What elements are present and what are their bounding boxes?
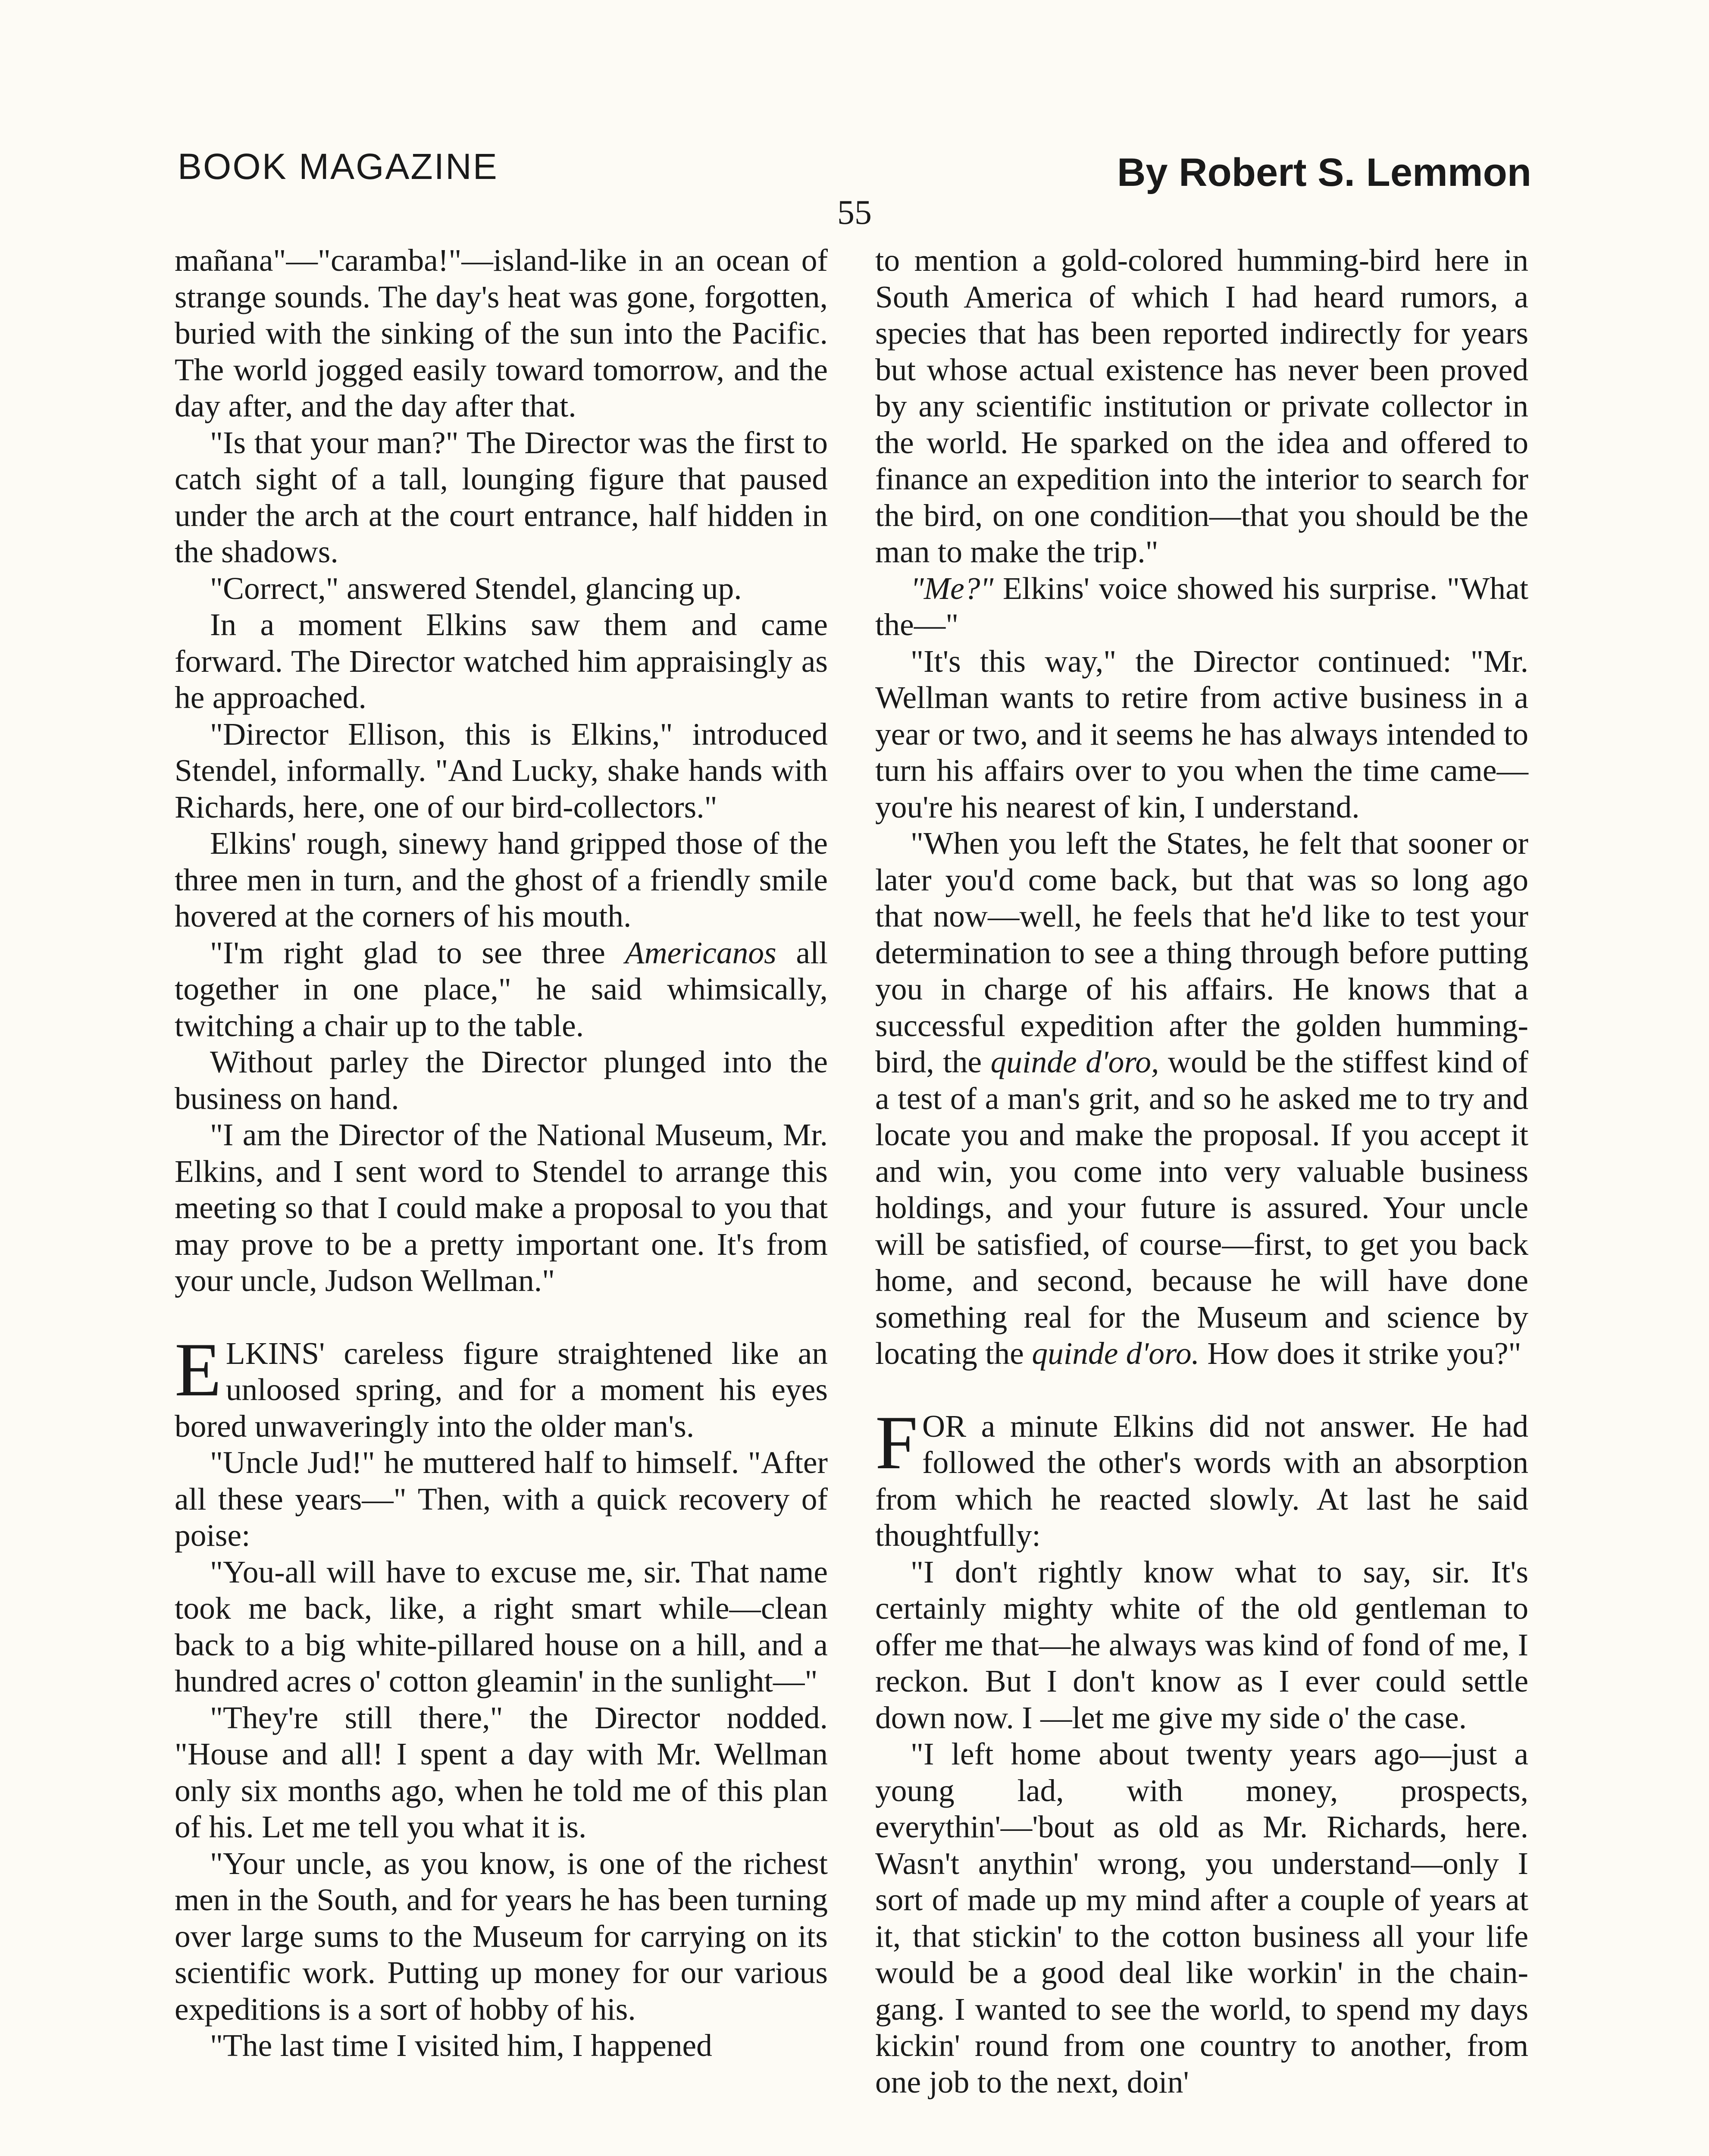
paragraph: "Uncle Jud!" he muttered half to himself. "After all these years—" Then, with a quick recovery of poise: bbox=[175, 1445, 828, 1553]
text-run: "I'm right glad to see three bbox=[210, 935, 625, 970]
section-paragraph bbox=[175, 1326, 828, 1445]
paragraph: Without parley the Director plunged into the business on hand. bbox=[175, 1044, 828, 1116]
paragraph: "Director Ellison, this is Elkins," introduced Stendel, informally. "And Lucky, shake hands with Richards, here, one of our bird-collectors." bbox=[175, 716, 828, 824]
page-number: 55 bbox=[837, 194, 872, 232]
emphasis: quinde d'oro. bbox=[1032, 1336, 1199, 1371]
text-run: would be the stiffest kind of a test of a man's grit, and so he asked me to try and locate you and make the proposal. If you accept it and win, you come into very valuable business holdings, and your future is assured. Your uncle will be satisfied, of course—first, to get you back home, and second, because he will have done something real for the Museum and science by locating the bbox=[875, 1044, 1528, 1371]
section-paragraph bbox=[875, 1399, 1528, 1554]
magazine-title: BOOK MAGAZINE bbox=[178, 146, 498, 187]
emphasis: quinde d'oro, bbox=[990, 1044, 1159, 1079]
author-byline: By Robert S. Lemmon bbox=[1117, 150, 1531, 194]
drop-cap: F bbox=[875, 1399, 918, 1485]
paragraph: "Your uncle, as you know, is one of the richest men in the South, and for years he has been turning over large sums to the Museum for carrying on its scientific work. Putting up money for our various expeditions is a sort of hobby of his. bbox=[175, 1846, 828, 2027]
text-run: "When you left the States, he felt that sooner or later you'd come back, but that was so long ago that now—well, he feels that he'd like to test your determination to see a thing through before putting you in charge of his affairs. He knows that a successful expedition after the golden humming-bird, the bbox=[875, 826, 1528, 1079]
paragraph bbox=[175, 242, 828, 425]
paragraph: "Is that your man?" The Director was the first to catch sight of a tall, lounging figure that paused under the arch at the court entrance, half hidden in the shadows. bbox=[175, 425, 828, 569]
paragraph: "Correct," answered Stendel, glancing up. bbox=[210, 570, 742, 606]
emphasis: Americanos bbox=[625, 935, 776, 970]
paragraph-text: mañana"—"caramba!"—island-like in an ocean of strange sounds. The day's heat was gone, forgotten, buried with the sinking of the sun into the Pacific. The world jogged easily toward tomorrow, and the day after, and the day after that. bbox=[175, 243, 828, 423]
text-run: LKINS' careless figure straightened like an unloosed spring, and for a moment his eyes bored unwaveringly into the older man's. bbox=[175, 1335, 828, 1444]
paragraph: "I left home about twenty years ago—just a young lad, with money, prospects, everythin'—'bout as old as Mr. Richards, here. Wasn't anythin' wrong, you understand—only I sort of made up my mind after a couple of years at it, that stickin' to the cotton business all your life would be a good deal like workin' in the chain-gang. I wanted to see the world, to spend my days kickin' round from one country to another, from one job to the next, doin' bbox=[875, 1736, 1528, 2100]
text-run: How does it strike you?" bbox=[1199, 1336, 1521, 1371]
emphasis: "Me?" bbox=[911, 570, 994, 606]
paragraph: to mention a gold-colored humming-bird here in South America of which I had heard rumors, a species that has been reported indirectly for years but whose actual existence has never been proved by any scientific institution or private collector in the world. He sparked on the idea and offered to finance an expedition into the interior to search for the bird, on one condition—that you should be the man to make the trip." bbox=[875, 243, 1528, 569]
text-run: all together in one place," he said whimsically, twitching a chair up to the table. bbox=[175, 935, 828, 1043]
left-column bbox=[175, 242, 828, 2064]
text-run: Elkins' voice showed his surprise. "What the—" bbox=[875, 570, 1528, 642]
paragraph: "The last time I visited him, I happened bbox=[210, 2028, 712, 2063]
paragraph: "You-all will have to excuse me, sir. That name took me back, like, a right smart while—clean back to a big white-pillared house on a hill, and a hundred acres o' cotton gleamin' in the sunlight—" bbox=[175, 1554, 828, 1698]
paragraph: "They're still there," the Director nodded. "House and all! I spent a day with Mr. Wellman only six months ago, when he told me of this plan of his. Let me tell you what it is. bbox=[175, 1700, 828, 1844]
paragraph: "I don't rightly know what to say, sir. It's certainly mighty white of the old gentleman to offer me that—he always was kind of fond of me, I reckon. But I don't know as I ever could settle down now. I —let me give my side o' the case. bbox=[875, 1554, 1528, 1735]
paragraph bbox=[875, 825, 1528, 1372]
paragraph: "I am the Director of the National Museum, Mr. Elkins, and I sent word to Stendel to arrange this meeting so that I could make a proposal to you that may prove to be a pretty important one. It's from your uncle, Judson Wellman." bbox=[175, 1117, 828, 1298]
paragraph bbox=[875, 570, 1528, 643]
paragraph: Elkins' rough, sinewy hand gripped those of the three men in turn, and the ghost of a friendly smile hovered at the corners of his mouth. bbox=[175, 826, 828, 934]
right-column bbox=[875, 242, 1528, 2100]
text-run: OR a minute Elkins did not answer. He had followed the other's words with an absorption from which he reacted slowly. At last he said thoughtfully: bbox=[875, 1408, 1528, 1553]
paragraph bbox=[175, 935, 828, 1044]
paragraph: "It's this way," the Director continued: "Mr. Wellman wants to retire from active business in a year or two, and it seems he has always intended to turn his affairs over to you when the time came—you're his nearest of kin, I understand. bbox=[875, 643, 1528, 824]
paragraph: In a moment Elkins saw them and came forward. The Director watched him appraisingly as he approached. bbox=[175, 607, 828, 715]
drop-cap: E bbox=[175, 1326, 222, 1412]
